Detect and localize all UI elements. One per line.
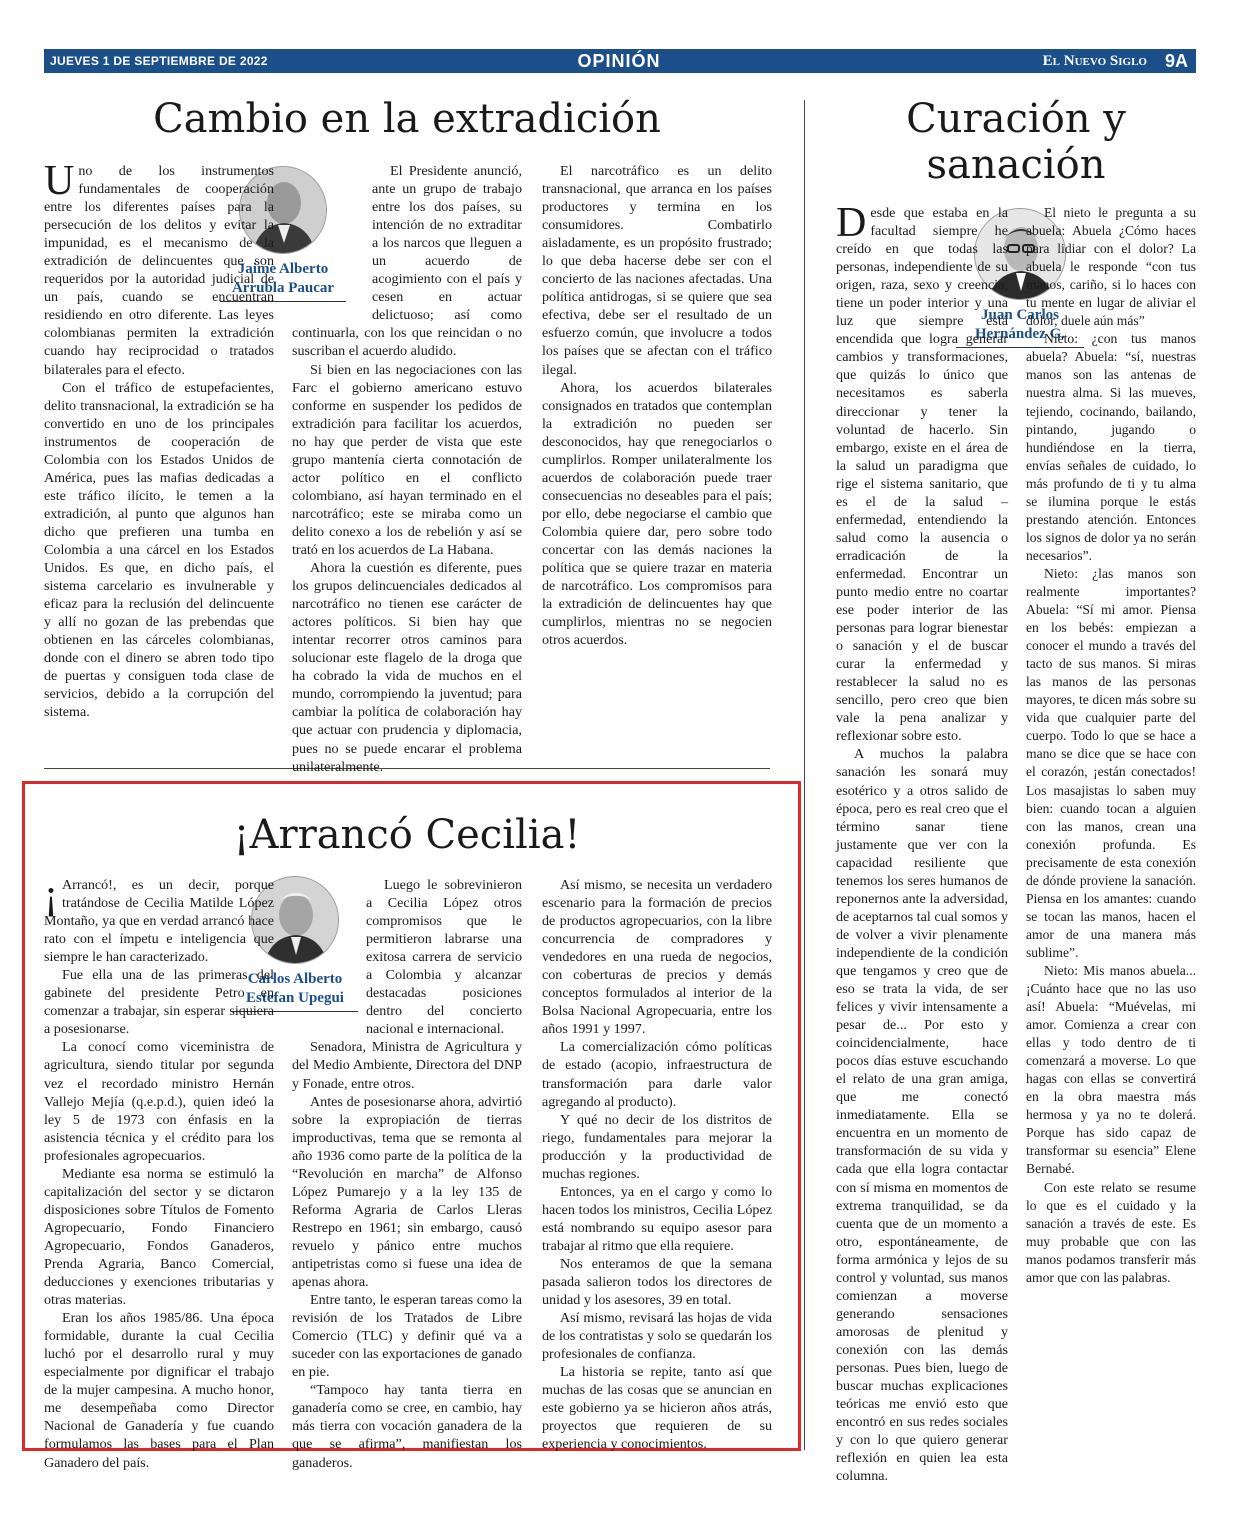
drop-cap: ¡ [44, 872, 58, 918]
article-1-paragraph: Ahora la cuestión es diferente, pues los grupos delincuenciales dedicados al narcotráfico no tienen ese carácter de actores políticos. Si bien hay que intentar recorrer otros caminos para solucionar este flagelo de la droga que ha cobrado la vida de muchos en el mundo, corrompiendo la juventud; para cambiar la política de colaboración hay que actuar con prudencia y diplomacia, pues no se puede encarar el problema unilateralmente. [292, 560, 522, 775]
article-2-paragraph: Así mismo, revisará las hojas de vida de los contratistas y solo se quedarán los profesionales de confianza. [542, 1310, 772, 1363]
article-1-paragraph: Uno de los instrumentos fundamentales de cooperación entre los diferentes países para la persecución de los delitos y evitar la impunidad, es el mecanismo de la extradición de delincuentes que son requeridos por la autoridad judicial de un país, cuando se encuentran residiendo en otro diferente. Las leyes colombianas permiten la extradición cuando hay reciprocidad o tratados bilaterales para el efecto. [44, 158, 274, 378]
article-1-col-2 [292, 162, 522, 775]
article-3-title: Curación y sanación [906, 96, 1126, 188]
article-3-paragraph: Nieto: ¿con tus manos abuela? Abuela: “sí, nuestras manos son las antenas de nuestra alma. Si las mueves, tejiendo, cocinando, bailando, pintando, jugando o hundiéndose en la tierra, envías señales de cuidado, lo más profundo de ti y tu alma se ilumina porque le estás prestando atención. Entonces los signos de dolor ya no serán necesarios”. [1026, 331, 1196, 563]
article-2-paragraph: Nos enteramos de que la semana pasada salieron todos los directores de unidad y los asesores, 39 en total. [542, 1255, 772, 1309]
page-number: 9A [1164, 50, 1188, 71]
article-2-paragraph: Eran los años 1985/86. Una época formidable, durante la cual Cecilia luchó por el desarrollo rural y muy especialmente por dignificar el trabajo de la mujer campesina. A mucho honor, me desempeñaba como Director Nacional de Ganadería y fue cuando formulamos las bases para el Plan Ganadero del país. [44, 1310, 274, 1471]
article-2-paragraph: Senadora, Ministra de Agricultura y del Medio Ambiente, Directora del DNP y Fonade, entre otros. [292, 1039, 522, 1092]
article-1-paragraph: Con el tráfico de estupefacientes, delito transnacional, la extradición se ha convertido en uno de los principales instrumentos de cooperación de Colombia con los Estados Unidos de América, pues las mafias dedicadas a este tráfico ilícito, le temen a la extradición, al punto que algunos han dicho que prefieren una tumba en Colombia a una cárcel en los Estados Unidos. Es que, en dicho país, el sistema carcelario es invulnerable y eficaz para la reclusión del delincuente y allí no gozan de las prebendas que obtienen en las cárceles colombianas, donde con el dinero se abren todo tipo de puertas y consiguen toda clase de servicios, debido a la corrupción del sistema. [44, 379, 274, 721]
article-3-paragraph: Nieto: Mis manos abuela... ¡Cuánto hace que no las uso así! Abuela: “Muévelas, mi amor. Comienza a crear con ellas y todo dentro de ti comenzará a moverse. Lo que hagas con ellas se convertirá en la obra maestra más hermosa y ya no te dolerá. Porque has sido capaz de transformar su esencia” Elene Bernabé. [1026, 962, 1196, 1177]
article-2-paragraph: ¡ Arrancó!, es un decir, porque tratándose de Cecilia Matilde López Montaño, ya que en verdad arrancó hace rato con el ímpetu e inteligencia que siempre le han caracterizado. [44, 872, 274, 966]
article-3-paragraph: A muchos la palabra sanación les sonará muy esotérico y a otros salido de época, pero es real creo que el término sanar tiene justamente que ver con la capacidad resiliente que tenemos los seres humanos de reponernos ante la adversidad, de aceptarnos tal cual somos y de volver a vivir plenamente independiente de la condición que tengamos y creo que de eso se trata la vida, de ser felices y vivir intensamente a pesar de... Por esto y coincidencialmente, hace pocos días estuve escuchando el relato de una gran amiga, que me conectó inmediatamente. Ella se encuentra en un momento de transformación de su vida y cada que ella logra contactar con sí misma en momentos de extrema tranquilidad, se da cuenta que de un momento a otro, espontáneamente, de forma armónica y lejos de su control y voluntad, sus manos comienzan a moverse generando sensaciones amorosas de plenitud y conexión con las demás personas. Pues bien, luego de buscar muchas explicaciones teóricas me envió esto que encontró en sus redes sociales y con lo que quiero generar reflexión en quien lea esta columna. [836, 746, 1008, 1485]
issue-date: JUEVES 1 DE SEPTIEMBRE DE 2022 [50, 54, 268, 68]
article-2-paragraph: Así mismo, se necesita un verdadero escenario para la formación de precios de productos agropecuarios, con la libre concurrencia de compradores y vendedores en una rueda de negocios, con coberturas de precios y demás conceptos formulados al interior de la Bolsa Nacional Agropecuaria, entre los años 1991 y 1997. [542, 877, 772, 1038]
article-1-col-3 [542, 162, 772, 762]
author-name: Jaime Alberto Arrubla Paucar [220, 260, 346, 302]
article-2-paragraph: Luego le sobrevinieron a Cecilia López otros compromisos que le permitieron labrarse una exitosa carrera de servicio a Colombia y alcanzar destacadas posiciones dentro del concierto nacional e internacional. [366, 877, 522, 1038]
article-3-paragraph: Nieto: ¿las manos son realmente importantes? Abuela: “Sí mi amor. Piensa en los bebés: empiezan a conocer el mundo a través del tacto de sus manos. Si miras las manos de las personas mayores, te dicen más sobre su vida que cualquier parte del cuerpo. Todo lo que se hace a mano se dice que se hace con el corazón, ¡están conectados! Los masajistas lo saben muy bien: cuando tocan a alguien con las manos, crean una conexión profunda. Es precisamente de esta conexión de dónde proviene la sanación. Piensa en los amantes: cuando se tocan las manos, hacen el amor de una manera más sublime”. [1026, 565, 1196, 960]
article-1-paragraph: Ahora, los acuerdos bilaterales consignados en tratados que contemplan la extradición no pueden ser desconocidos, hay que renegociarlos o cumplirlos. Romper unilateralmente los acuerdos de colaboración puede traer consecuencias no deseables para el país; por ello, debe negociarse el cambio que Colombia quiere dar, pero sobre todo concertar con las demás naciones la política que se quiere trazar en materia de narcotráfico. Los compromisos para la extradición de delincuentes hay que cumplirlos, mientras no se negocien otros acuerdos. [542, 379, 772, 649]
article-2-title: ¡Arrancó Cecilia! [233, 812, 581, 858]
article-2-paragraph: La comercialización cómo políticas de estado (acopio, infraestructura de transformación para darle valor agregando al producto). [542, 1039, 772, 1110]
article-2-paragraph: La conocí como viceministra de agricultura, siendo titular por segunda vez el recordado ministro Hernán Vallejo Mejía (q.e.p.d.), quien ideó la ley 5 de 1973 con énfasis en la asistencia técnica y el crédito para los profesionales agropecuarios. [44, 1039, 274, 1164]
article-3-col-1 [836, 200, 1008, 1485]
article-3-col-2 [1026, 204, 1196, 1444]
article-2-col-1 [44, 872, 274, 1471]
article-2-paragraph: “Tampoco hay tanta tierra en ganadería como se cree, en cambio, hay más tierra con vocación ganadera de la que se afirma”, manifiestan los ganaderos. [292, 1382, 522, 1471]
article-1-title: Cambio en la extradición [153, 96, 661, 142]
article-2-paragraph: Fue ella una de las primeras del gabinete del presidente Petro en comenzar a trabajar, sin esperar siquiera a posesionarse. [44, 967, 274, 1038]
column-divider [804, 100, 805, 1450]
article-2-paragraph: Antes de posesionarse ahora, advirtió sobre la expropiación de tierras improductivas, tema que se remonta al año 1936 como parte de la política de la “Revolución en marcha” de Alfonso López Pumarejo y a la ley 135 de Reforma Agraria de Carlos Lleras Restrepo en 1961; sin embargo, causó revuelo y pánico entre muchos antipetristas como si fuese una idea de apenas ahora. [292, 1093, 522, 1291]
article-2-paragraph: Mediante esa norma se estimuló la capitalización del sector y se dictaron disposiciones sobre Títulos de Fomento Agropecuario, Fondo Financiero Agropecuario, Fondos Ganaderos, Prenda Agraria, Banco Comercial, deducciones y exenciones tributarias y otras materias. [44, 1165, 274, 1309]
article-1-paragraph: El Presidente anunció, ante un grupo de trabajo entre los dos países, su intención de no extraditar a los narcos que lleguen a un acuerdo de acogimiento con el país y cesen en actuar delictuoso; así como continuarla, con los que reincidan o no suscriban el acuerdo aludido. [292, 163, 522, 360]
author-name: Carlos Alberto Estefan Upegui [232, 970, 358, 1012]
article-3-paragraph: Con este relato se resume lo que es el cuidado y la sanación a través de este. Es muy probable que con las manos podamos transferir más amor que con las palabras. [1026, 1179, 1196, 1285]
page-header [44, 49, 1196, 73]
article-2-paragraph: Y qué no decir de los distritos de riego, fundamentales para mejorar la producción y la productividad de muchas regiones. [542, 1111, 772, 1182]
article-1-col-1 [44, 158, 274, 762]
article-3-paragraph: El nieto le pregunta a su abuela: Abuela ¿Cómo haces para lidiar con el dolor? La abuela le responde “con tus manos, cariño, si lo haces con tu mente en lugar de aliviar el dolor, duele aún más” [1026, 205, 1196, 329]
article-3-paragraph: Desde que estaba en la facultad siempre he creído en que todas las personas, independiente de su origen, raza, sexo y creencia, tiene un poder interior y una luz que siempre está encendida que logra generar cambios y transformaciones, que quizás lo único que necesitamos es saberla direccionar y tener la voluntad de hacerlo. Sin embargo, existe en el área de la salud un paradigma que rige el sistema sanitario, que es el de la salud – enfermedad, entendiendo la salud como la ausencia o erradicación de la enfermedad. Encontrar un punto medio entre no coartar ese poder interior de las personas para lograr bienestar o sanación y el de buscar curar la enfermedad y restablecer la salud no es sencillo, pero creo que bien vale la pena analizar y reflexionar sobre esto. [836, 200, 1008, 745]
section-title: OPINIÓN [577, 50, 661, 71]
author-name: Juan Carlos Hernández G. [956, 306, 1084, 348]
article-1-paragraph: El narcotráfico es un delito transnacional, que arranca en los países productores y termina en los consumidores. Combatirlo aisladamente, es un propósito frustrado; lo que deba hacerse debe ser con el concierto de las naciones afectadas. Una política antidrogas, si se quiere que sea efectiva, debe ser el resultado de un esfuerzo común, que involucre a todos los países que se afectan con el tráfico ilegal. [542, 163, 772, 378]
drop-cap: U [44, 158, 75, 204]
article-2-col-2 [292, 876, 522, 1471]
article-2-col-3 [542, 876, 772, 1453]
article-2-paragraph: Entonces, ya en el cargo y como lo hacen todos los ministros, Cecilia López está nombrando su equipo asesor para trabajar al ritmo que ella requiere. [542, 1183, 772, 1254]
article-1-paragraph: Si bien en las negociaciones con las Farc el gobierno americano estuvo conforme en suspender los pedidos de extradición para facilitar los acuerdos, no hay que perder de vista que este grupo mantenía cierta connotación de actor político en el conflicto colombiano, así hayan terminado en el narcotráfico; este se miraba como un delito conexo a los de rebelión y así se trató en los acuerdos de La Habana. [292, 361, 522, 558]
article-2-paragraph: La historia se repite, tanto así que muchas de las cosas que se anuncian en este gobierno ya se hicieron años atrás, proyectos que requieren de su experiencia y conocimientos. [542, 1364, 772, 1453]
article-2-paragraph: Entre tanto, le esperan tareas como la revisión de los Tratados de Libre Comercio (TLC) y definir qué va a suceder con las exportaciones de ganado en pie. [292, 1292, 522, 1381]
drop-cap: D [836, 200, 867, 246]
newspaper-name: El Nuevo Siglo [1042, 52, 1147, 69]
